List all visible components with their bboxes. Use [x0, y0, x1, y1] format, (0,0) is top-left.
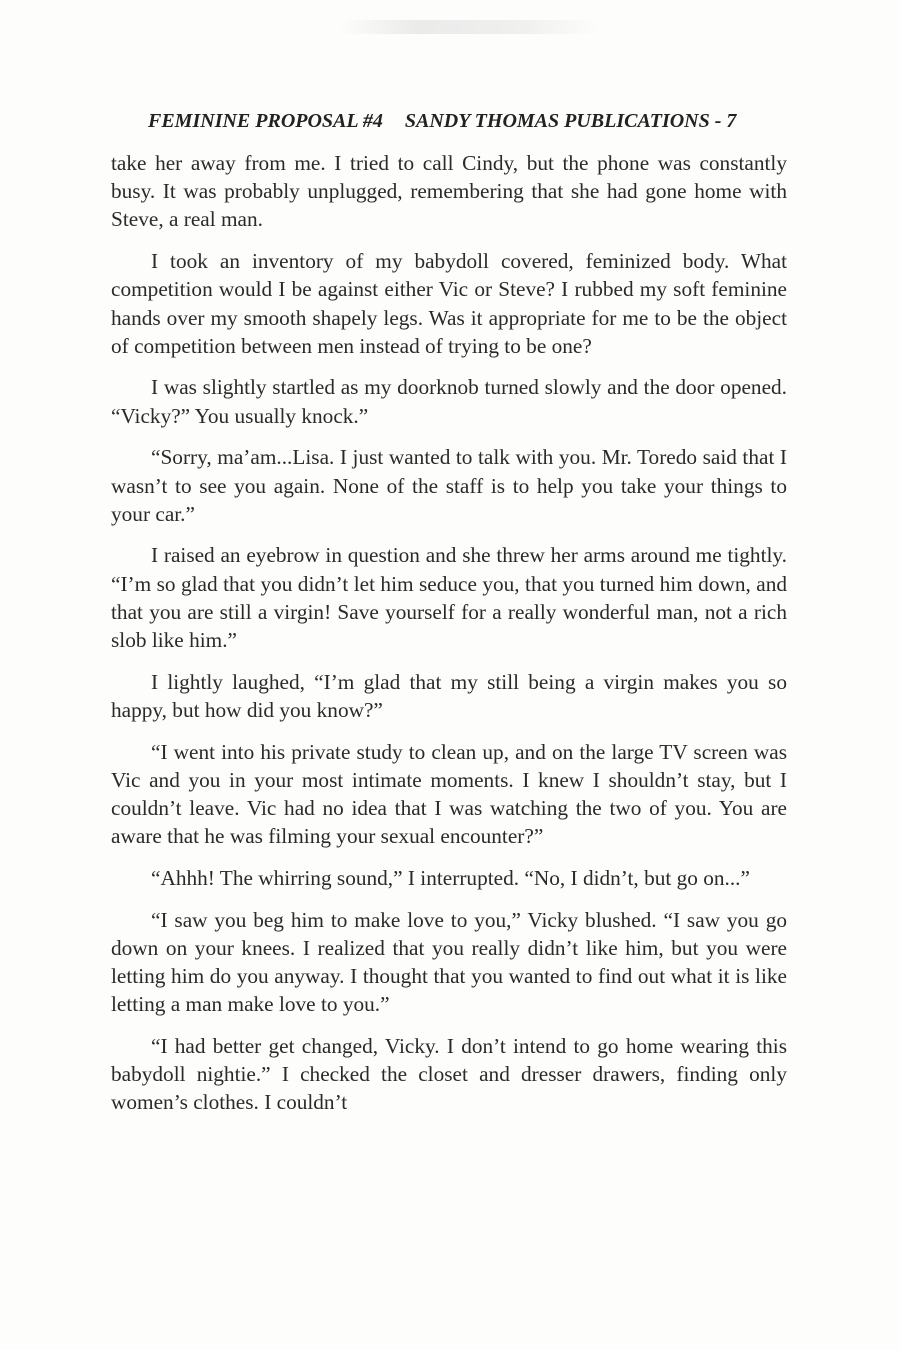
book-title: FEMININE PROPOSAL #4 — [148, 110, 383, 132]
paragraph: “I went into his private study to clean up, and on the large TV screen was Vic and you in your most intimate moments. I knew I shouldn’t stay, but I couldn’t leave. Vic had no idea that I was watching the two of you. You are aware that he was filming your sexual encounter?” — [111, 739, 787, 849]
paragraph: I lightly laughed, “I’m glad that my still being a virgin makes you so happy, but how did you know?” — [111, 669, 787, 722]
paragraph: take her away from me. I tried to call Cindy, but the phone was constantly busy. It was probably unplugged, remembering that she had gone home with Steve, a real man. — [111, 151, 787, 232]
publisher-name: SANDY THOMAS PUBLICATIONS — [404, 110, 710, 132]
paragraph: “Sorry, ma’am...Lisa. I just wanted to talk with you. Mr. Toredo said that I wasn’t to see you again. None of the staff is to help you take your things to your car.” — [111, 445, 787, 526]
paragraph: I was slightly startled as my doorknob turned slowly and the door opened. “Vicky?” You usually knock.” — [111, 375, 787, 428]
page-number: 7 — [726, 110, 737, 132]
running-header: FEMININE PROPOSAL #4 SANDY THOMAS PUBLICATIONS - 7 — [148, 110, 737, 132]
paragraph: “I had better get changed, Vicky. I don’t intend to go home wearing this babydoll nightie.” I checked the closet and dresser drawers, finding only women’s clothes. I couldn’t — [111, 1033, 787, 1115]
paragraph: “Ahhh! The whirring sound,” I interrupted. “No, I didn’t, but go on...” — [151, 865, 750, 890]
paragraph: “I saw you beg him to make love to you,” Vicky blushed. “I saw you go down on your knees. I realized that you really didn’t like him, but you were letting him do you anyway. I thought that you wanted to find out what it is like letting a man make love to you.” — [111, 907, 787, 1017]
paragraph: I took an inventory of my babydoll covered, feminized body. What competition would I be against either Vic or Steve? I rubbed my soft feminine hands over my smooth shapely legs. Was it appropriate for me to be the object of competition between men instead of trying to be one? — [111, 249, 787, 358]
paragraph: I raised an eyebrow in question and she threw her arms around me tightly. “I’m so glad that you didn’t let him seduce you, that you turned him down, and that you are still a virgin! Save yourself for a really wonderful man, not a rich slob like him.” — [111, 543, 787, 653]
body-text — [111, 149, 787, 1130]
scan-smudge — [340, 20, 600, 34]
